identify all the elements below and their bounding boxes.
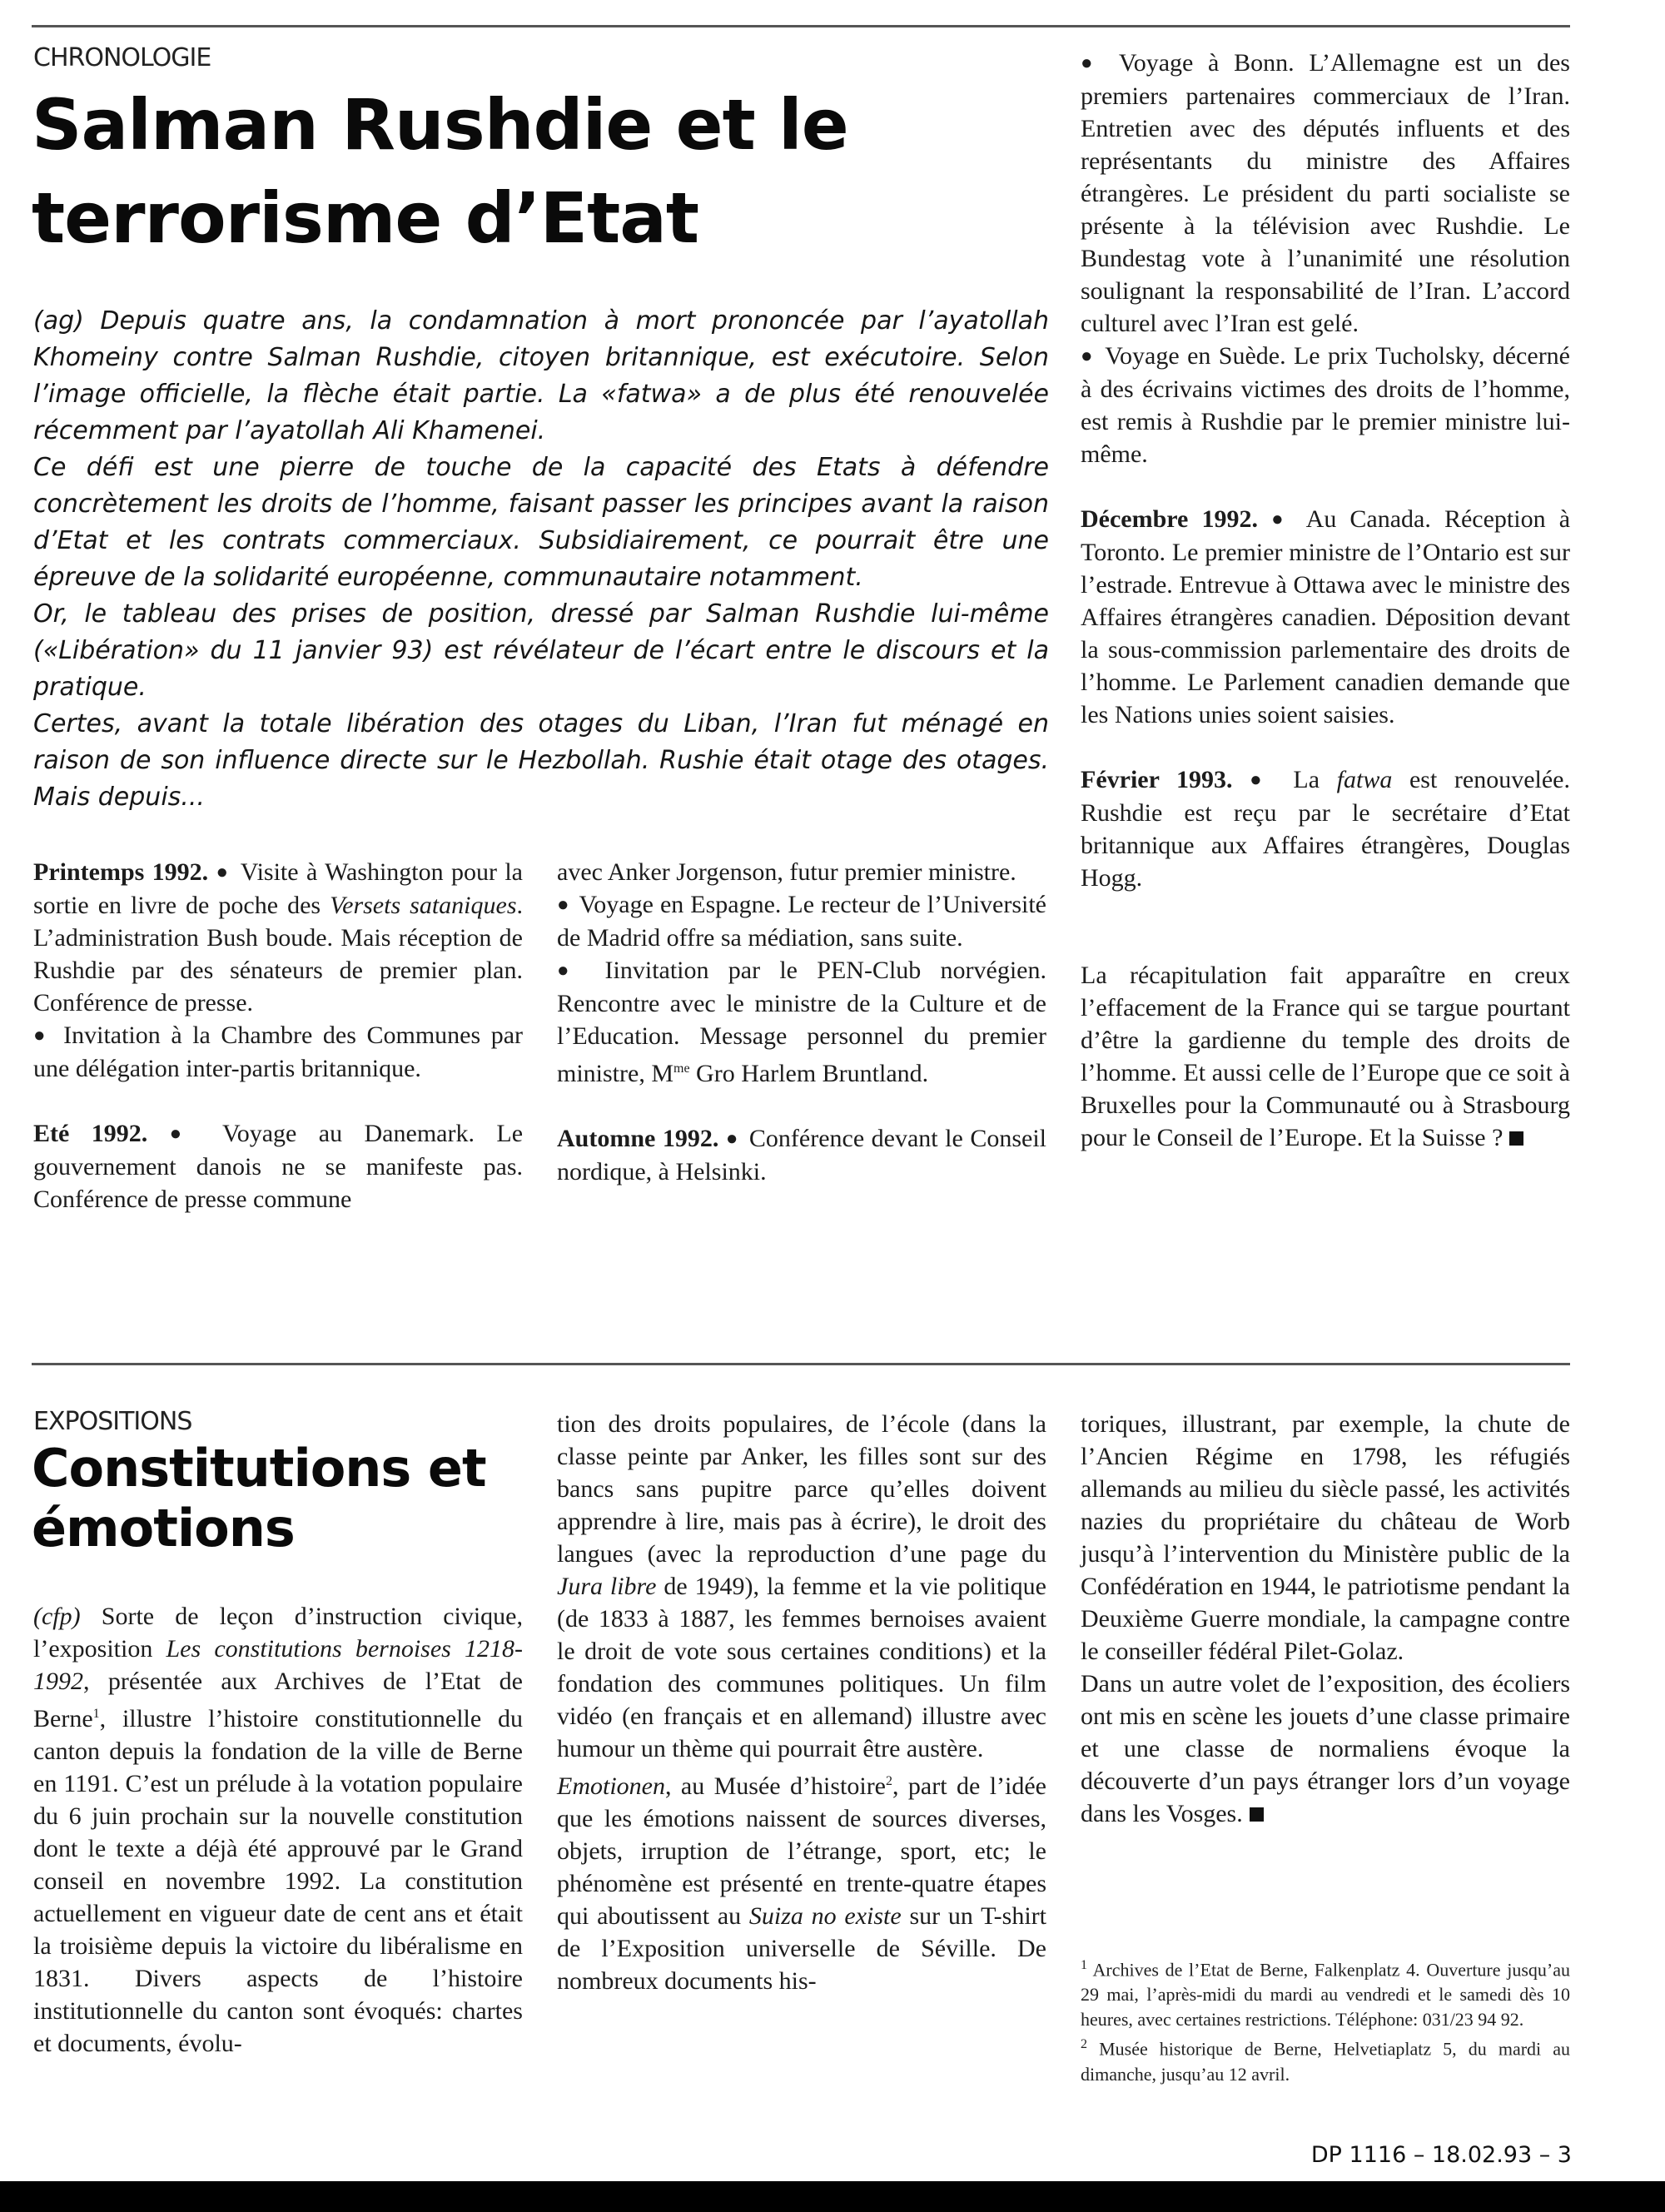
entry-text: Visite à Washington pour la sortie en livre de poche des	[33, 858, 523, 919]
entry-text: Conférence devant le Conseil nordique, à Helsinki.	[557, 1125, 1046, 1186]
article2-paragraph-5	[1081, 1668, 1570, 1830]
body-text: sur un T-shirt de l’Exposition universelle de Séville. De nombreux documents his-	[557, 1902, 1046, 1995]
bullet-icon: ●	[1250, 769, 1273, 791]
top-rule	[32, 25, 1570, 27]
entry-autumn-1992	[557, 1122, 1046, 1188]
article2-paragraph-2	[557, 1408, 1046, 1765]
entry-text: Voyage au Danemark. Le gouvernement danois ne se manifeste pas. Conférence de presse commune	[33, 1120, 524, 1213]
footnote-text: Musée historique de Berne, Helvetiaplatz 5, du mardi au dimanche, jusqu’au 12 avril.	[1081, 2038, 1570, 2085]
article1-title-line1: Salman Rushdie et le	[32, 84, 848, 166]
lead-paragraph: Or, le tableau des prises de position, dressé par Salman Rushdie lui-même («Libération» du 11 janvier 93) est révélateur de l’écart entre le discours et la pratique.	[33, 599, 1049, 702]
article1-column-2	[557, 856, 1046, 1188]
entry-date: Automne 1992.	[557, 1125, 719, 1152]
entry-date: Décembre 1992.	[1081, 505, 1258, 533]
article2-kicker: EXPOSITIONS	[33, 1407, 192, 1436]
lead-paragraph: (ag) Depuis quatre ans, la condamnation à mort prononcée par l’ayatollah Khomeiny contre Salman Rushdie, citoyen britannique, est exécutoire. Selon l’image officielle, la flèche était partie. La «fatwa» a de plus été renouvelée récemment par l’ayatollah Ali Khamenei.	[33, 306, 1049, 445]
conclusion-paragraph	[1081, 959, 1570, 1154]
publication-title: Jura libre	[557, 1573, 657, 1600]
article2-paragraph-3	[557, 1765, 1046, 1997]
footnote-1	[1081, 1953, 1570, 2032]
body-text: Sorte de leçon d’instruction civique, l’exposition	[33, 1603, 523, 1663]
article2-title	[32, 1439, 531, 1558]
exhibition-title: Emotionen	[557, 1772, 665, 1800]
entry-date: Février 1993.	[1081, 766, 1233, 793]
bullet-icon: ●	[557, 960, 583, 982]
bullet-icon: ●	[557, 894, 570, 916]
entry-december-1992	[1081, 503, 1570, 731]
entry-anker: avec Anker Jorgenson, futur premier ministre.	[557, 858, 1016, 886]
bullet-icon: ●	[169, 1123, 198, 1145]
article1-column-3	[1081, 47, 1570, 1154]
bullet-icon: ●	[1081, 345, 1095, 367]
footnote-mark: 1	[1081, 1958, 1087, 1972]
article1-column-1	[33, 856, 523, 1215]
entry-text: . L’administration Bush boude. Mais réception de Rushdie par des sénateurs de premier plan. Conférence de presse.	[33, 892, 523, 1017]
footnote-2	[1081, 2032, 1570, 2086]
body-text: tion des droits populaires, de l’école (dans la classe peinte par Anker, les filles sont sur des bancs sans pupitre parce qu’elles doivent apprendre à lire, mais pas à écrire), le droit des langues (avec la reproduction d’une page du	[557, 1410, 1046, 1568]
entry-date: Eté 1992.	[33, 1120, 148, 1147]
footnote-ref: 2	[886, 1774, 892, 1788]
entry-commons	[33, 1019, 523, 1085]
entry-text: La	[1275, 766, 1337, 793]
entry-sweden	[1081, 340, 1570, 470]
entry-date: Printemps 1992.	[33, 858, 209, 886]
bullet-icon: ●	[33, 1025, 50, 1046]
body-text: , part de l’idée que les émotions naissent de sources diverses, objets, irruption de l’étrange, sport, etc; le phénomène est présenté en trente-quatre étapes qui aboutissent au	[557, 1772, 1046, 1930]
entry-text: Voyage en Suède. Le prix Tucholsky, décerné à des écrivains victimes des droits de l’homme, est remis à Rushdie par le premier ministre lui-même.	[1081, 342, 1570, 468]
entry-text: est renouvelée. Rushdie est reçu par le secrétaire d’Etat britannique aux Affaires étrangères, Douglas Hogg.	[1081, 766, 1571, 892]
italic-term: fatwa	[1336, 766, 1393, 793]
superscript: me	[673, 1061, 690, 1076]
article2-paragraph-1	[33, 1600, 523, 2060]
entry-text: Au Canada. Réception à Toronto. Le premier ministre de l’Ontario est sur l’estrade. Entrevue à Ottawa avec le ministre des Affaires étrangères canadien. Déposition devant la sous-commission parlementaire des droits de l’homme. Le Parlement canadien demande que les Nations unies soient saisies.	[1081, 505, 1571, 728]
bullet-icon: ●	[1081, 52, 1101, 74]
entry-spring-1992	[33, 856, 523, 1019]
article2-paragraph-4: toriques, illustrant, par exemple, la chute de l’Ancien Régime en 1798, les réfugiés allemands au milieu du siècle passé, les activités nazies du propriétaire du château de Worb jusqu’à l’intervention du Ministère public de la Confédération en 1944, le patriotisme pendant la Deuxième Guerre mondiale, la campagne contre le conseiller fédéral Pilet-Golaz.	[1081, 1410, 1570, 1665]
article1-kicker: CHRONOLOGIE	[33, 43, 211, 72]
body-text: Dans un autre volet de l’exposition, des écoliers ont mis en scène les jouets d’une classe primaire et une classe de normaliens évoque la découverte d’un pays étranger lors d’un voyage dans les Vosges.	[1081, 1670, 1570, 1827]
entry-february-1993	[1081, 763, 1570, 894]
end-mark-icon	[1250, 1807, 1264, 1822]
book-title: Versets sataniques	[330, 892, 517, 919]
entry-summer-1992	[33, 1117, 523, 1215]
entry-bonn	[1081, 47, 1570, 340]
conclusion-text: La récapitulation fait apparaître en creux l’effacement de la France qui se targue pourtant d’être la gardienne du temple des droits de l’homme. Et aussi celle de l’Europe que ce soit à Bruxelles pour la Communauté ou à Strasbourg pour le Conseil de l’Europe. Et la Suisse ?	[1081, 962, 1570, 1151]
entry-text: Voyage à Bonn. L’Allemagne est un des premiers partenaires commerciaux de l’Iran. Entretien avec des députés influents et des représentants du ministre des Affaires étrangères. Le président du parti socialiste se présente à la télévision avec Rushdie. Le Bundestag vote à l’unanimité une résolution soulignant la responsabilité de l’Iran. L’accord culturel avec l’Iran est gelé.	[1081, 49, 1570, 337]
article2-title-line1: Constitutions et	[32, 1438, 486, 1499]
article1-lead	[33, 303, 1049, 816]
entry-text: Voyage en Espagne. Le recteur de l’Université de Madrid offre sa médiation, sans suite.	[557, 891, 1046, 952]
article2-column-2	[557, 1408, 1046, 1997]
end-mark-icon	[1509, 1131, 1523, 1146]
footnote-mark: 2	[1081, 2037, 1087, 2052]
exhibition-title: Les constitutions bernoises 1218-1992	[33, 1635, 523, 1695]
section-rule	[32, 1363, 1570, 1365]
bullet-icon: ●	[725, 1128, 739, 1150]
entry-text: Iinvitation par le PEN-Club norvégien. Rencontre avec le ministre de la Culture et de l’Education. Message personnel du premier ministre, M	[557, 957, 1046, 1087]
bottom-scan-bar	[0, 2181, 1665, 2212]
bullet-icon: ●	[216, 862, 230, 883]
body-text: , illustre l’histoire constitutionnelle du canton depuis la fondation de la ville de Berne en 1191. C’est un prélude à la votation populaire du 6 juin prochain sur la nouvelle constitution dont le texte a déjà été approuvé par le Grand conseil en novembre 1992. La constitution actuellement en vigueur date de cent ans et était la troisième depuis la victoire du libéralisme en 1831. Divers aspects de l’histoire institutionnelle du canton sont évoqués: chartes et documents, évolu-	[33, 1705, 523, 2057]
body-text: de 1949), la femme et la vie politique (de 1833 à 1887, les femmes bernoises avaient le droit de vote sous certaines conditions) et la fondation des communes politiques. Un film vidéo (en français et en allemand) illustre avec humour un thème qui pourrait être austère.	[557, 1573, 1046, 1762]
article1-title	[32, 78, 1047, 265]
entry-pen-club	[557, 954, 1046, 1090]
entry-text: Gro Harlem Bruntland.	[689, 1060, 929, 1087]
article2-title-line2: émotions	[32, 1498, 295, 1558]
body-text: , au Musée d’histoire	[664, 1772, 886, 1800]
italic-term: Suiza no existe	[748, 1902, 902, 1930]
page-footer: DP 1116 – 18.02.93 – 3	[1310, 2142, 1572, 2168]
footnote-ref: 1	[92, 1707, 100, 1721]
author-signature: (cfp)	[33, 1603, 81, 1630]
article2-column-1	[33, 1600, 523, 2060]
entry-text: Invitation à la Chambre des Communes par une délégation inter-partis britannique.	[33, 1021, 524, 1082]
footnote-text: Archives de l’Etat de Berne, Falkenplatz 4. Ouverture jusqu’au 29 mai, l’après-midi du mardi au vendredi et le samedi dès 10 heures, avec certaines restrictions. Téléphone: 031/23 94 92.	[1081, 1959, 1570, 2031]
body-text: , présentée aux Archives de l’Etat de Berne	[33, 1668, 523, 1732]
lead-paragraph: Certes, avant la totale libération des otages du Liban, l’Iran fut ménagé en raison de son influence directe sur le Hezbollah. Rushie était otage des otages. Mais depuis...	[33, 709, 1049, 812]
article2-column-3	[1081, 1408, 1570, 1830]
bullet-icon: ●	[1271, 509, 1291, 530]
article1-title-line2: terrorisme d’Etat	[32, 177, 699, 259]
entry-spain	[557, 888, 1046, 954]
lead-paragraph: Ce défi est une pierre de touche de la capacité des Etats à défendre concrètement les droits de l’homme, faisant passer les principes avant la raison d’Etat et les contrats commerciaux. Subsidiairement, ce pourrait être une épreuve de la solidarité européenne, communautaire notamment.	[33, 453, 1049, 592]
footnotes	[1081, 1953, 1570, 2087]
